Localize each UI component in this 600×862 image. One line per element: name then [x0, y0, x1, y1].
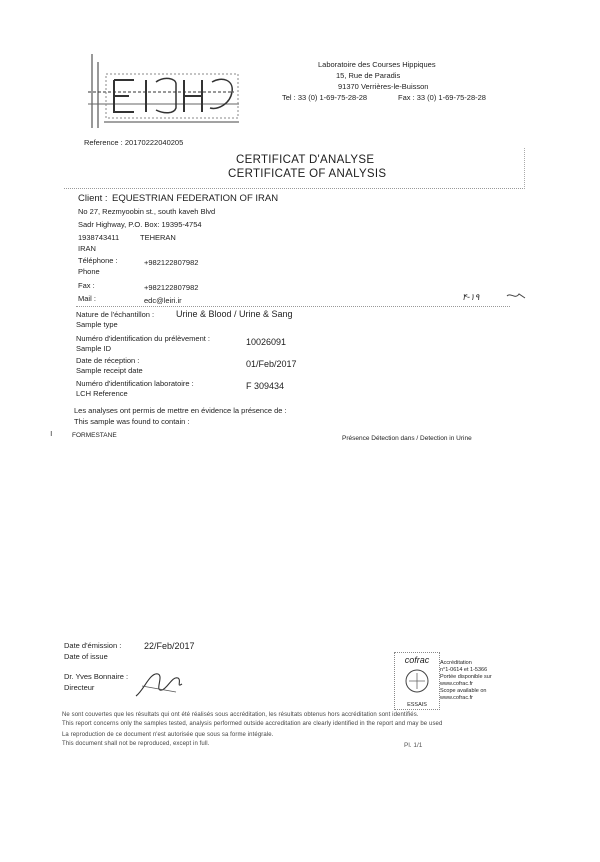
lab-ref-label-en: LCH Reference — [76, 389, 128, 398]
client-city: TEHERAN — [140, 233, 176, 242]
lab-fax: Fax : 33 (0) 1-69-75-28-28 — [398, 93, 486, 102]
lab-street: 15, Rue de Paradis — [336, 71, 401, 80]
receipt-date-label-en: Sample receipt date — [76, 366, 143, 375]
accreditation-line-6: www.cofrac.fr — [440, 695, 474, 701]
footer-line-1: Ne sont couvertes que les résultats qui ont été réalisés sous accréditation, les résultats obtenus hors accréditation sont identifiés. — [62, 712, 419, 718]
phone-label-fr: Téléphone : — [78, 256, 118, 265]
substance-name: FORMESTANE — [72, 432, 117, 439]
signatory-name: Dr. Yves Bonnaire : — [64, 672, 129, 681]
substance-finding: Présence Détection dans / Detection in Urine — [342, 435, 472, 442]
accreditation-line-5: Scope available on — [440, 688, 487, 694]
title-french: CERTIFICAT D'ANALYSE — [236, 154, 375, 166]
footer-line-4: This document shall not be reproduced, except in full. — [62, 741, 210, 747]
client-address-1: No 27, Rezmyoobin st., south kaveh Blvd — [78, 207, 216, 216]
client-address-2: Sadr Highway, P.O. Box: 19395-4754 — [78, 220, 202, 229]
signatory-title: Directeur — [64, 683, 95, 692]
sample-id-label-en: Sample ID — [76, 344, 112, 353]
accreditation-line-1: Accréditation — [440, 660, 472, 666]
handwritten-note: ۴-۱۹ — [462, 292, 480, 302]
cofrac-logo — [394, 652, 440, 710]
issue-date-label-fr: Date d'émission : — [64, 641, 122, 650]
accreditation-details — [440, 660, 492, 702]
sample-type-label-en: Sample type — [76, 320, 118, 329]
page-number: Pl. 1/1 — [404, 742, 423, 749]
lab-logo-graphic — [84, 52, 244, 130]
sample-type-label-fr: Nature de l'échantillon : — [76, 310, 155, 319]
results-intro-en: This sample was found to contain : — [74, 417, 190, 426]
cofrac-emblem-icon — [395, 665, 439, 697]
sample-id-label-fr: Numéro d'identification du prélèvement : — [76, 334, 211, 343]
accreditation-line-4: www.cofrac.fr — [440, 681, 474, 687]
mail-value: edc@leiri.ir — [144, 296, 182, 305]
client-country: IRAN — [78, 244, 96, 253]
accreditation-line-3: Portée disponible sur — [440, 674, 492, 680]
lab-ref-label-fr: Numéro d'identification laboratoire : — [76, 379, 194, 388]
client-postal: 1938743411 — [78, 233, 120, 242]
phone-value: +982122807982 — [144, 258, 199, 267]
issue-date-value: 22/Feb/2017 — [144, 641, 195, 651]
cofrac-text: cofrac — [404, 655, 430, 665]
signature-icon — [132, 662, 186, 702]
results-intro-fr: Les analyses ont permis de mettre en évidence la présence de : — [74, 406, 287, 415]
reference-number: Reference : 20170222040205 — [84, 138, 184, 147]
footer-line-2: This report concerns only the samples tested, analysis performed outside accreditation are clearly identified in the report and may be used — [62, 721, 443, 727]
fax-label: Fax : — [78, 281, 95, 290]
client-divider — [76, 306, 510, 307]
title-english: CERTIFICATE OF ANALYSIS — [228, 168, 387, 180]
handwritten-scribble — [505, 290, 527, 302]
lab-city: 91370 Verrières-le-Buisson — [338, 82, 429, 91]
footer-line-3: La reproduction de ce document n'est autorisée que sous sa forme intégrale. — [62, 732, 274, 738]
issue-date-label-en: Date of issue — [64, 652, 108, 661]
accreditation-line-2: n°1-0614 et 1-5366 — [440, 667, 488, 673]
receipt-date-value: 01/Feb/2017 — [246, 359, 297, 369]
mail-label: Mail : — [78, 294, 96, 303]
sample-id-value: 10026091 — [246, 337, 287, 347]
cofrac-sub: ESSAIS — [407, 702, 427, 708]
client-label: Client : — [78, 193, 108, 204]
phone-label-en: Phone — [78, 267, 100, 276]
lab-logo — [84, 52, 244, 130]
receipt-date-label-fr: Date de réception : — [76, 356, 140, 365]
lab-ref-value: F 309434 — [246, 381, 285, 391]
margin-mark: ı — [50, 428, 53, 438]
lab-name: Laboratoire des Courses Hippiques — [318, 60, 436, 69]
client-name: EQUESTRIAN FEDERATION OF IRAN — [112, 193, 279, 204]
lab-phone: Tel : 33 (0) 1-69-75-28-28 — [282, 93, 368, 102]
sample-type-value: Urine & Blood / Urine & Sang — [176, 309, 293, 319]
fax-value: +982122807982 — [144, 283, 199, 292]
